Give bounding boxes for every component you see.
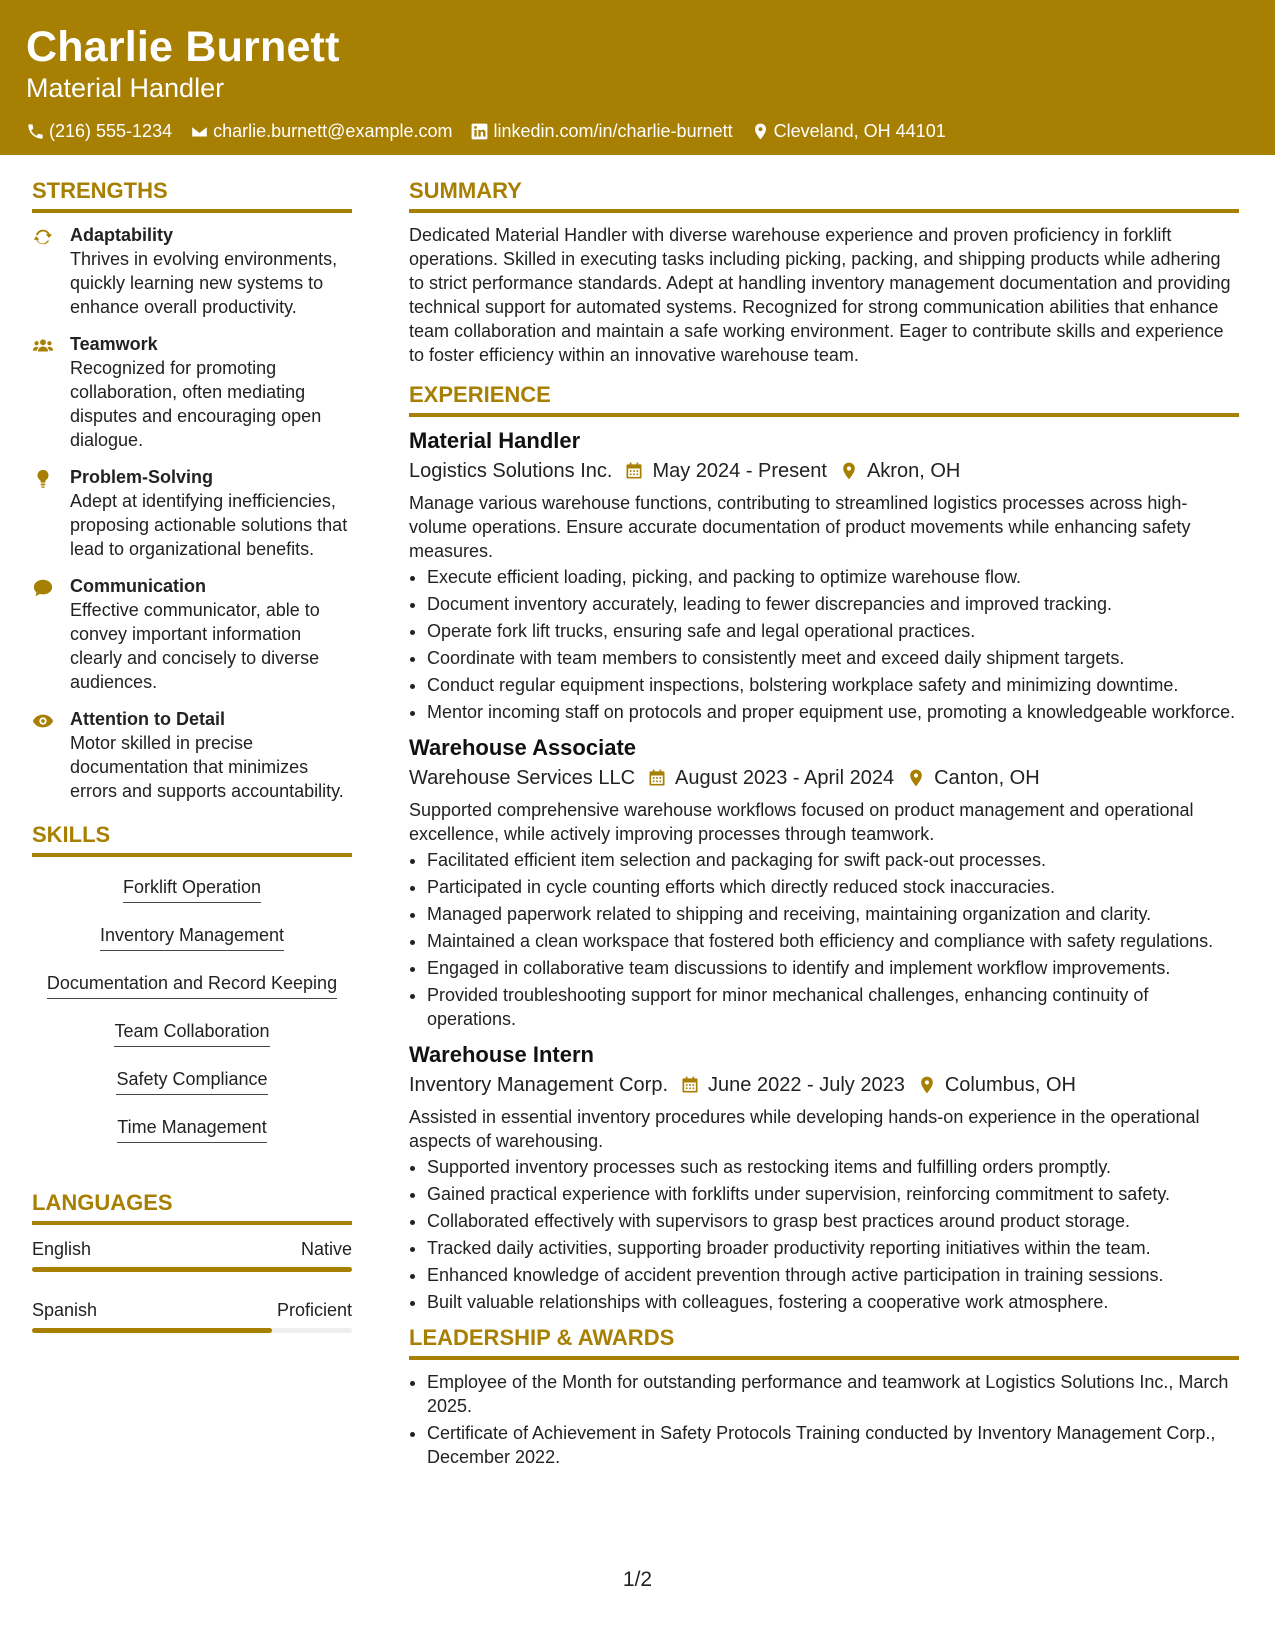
awards-list <box>409 1370 1239 1469</box>
strength-item <box>32 332 352 452</box>
sync-icon <box>32 226 54 248</box>
page-number: 1/2 <box>622 1568 653 1591</box>
location-pin-icon <box>839 461 859 481</box>
right-column <box>409 155 1239 1472</box>
contact-phone[interactable] <box>26 120 172 142</box>
job-title: Material Handler <box>409 428 581 453</box>
job-bullet: • Provided troubleshooting support for minor mechanical challenges, enhancing continuity of operations. <box>427 983 1239 1031</box>
envelope-icon <box>190 122 209 141</box>
job-location: Columbus, OH <box>944 1074 1076 1096</box>
contact-location <box>751 120 946 142</box>
strength-title: Communication <box>70 576 207 596</box>
skill-item: Safety Compliance <box>116 1067 267 1095</box>
job-company: Logistics Solutions Inc. <box>409 460 613 482</box>
candidate-name: Charlie Burnett <box>26 23 340 71</box>
job-bullet: • Collaborated effectively with supervisors to grasp best practices around product storage. <box>427 1209 1239 1233</box>
strength-title: Attention to Detail <box>70 709 225 729</box>
job-bullet: • Supported inventory processes such as restocking items and fulfilling orders promptly. <box>427 1155 1239 1179</box>
contact-linkedin[interactable] <box>470 120 732 142</box>
language-item <box>32 1298 352 1333</box>
job-bullets <box>409 848 1239 1031</box>
skill-item: Documentation and Record Keeping <box>47 971 337 999</box>
location-pin-icon <box>751 122 770 141</box>
job-bullet: • Mentor incoming staff on protocols and proper equipment use, promoting a knowledgeable workforce. <box>427 700 1239 724</box>
language-name: Spanish <box>32 1300 98 1320</box>
language-level: Native <box>300 1239 352 1259</box>
resume-body <box>0 155 1275 1472</box>
strength-item <box>32 223 352 319</box>
contact-location-text: Cleveland, OH 44101 <box>773 121 946 141</box>
contact-list <box>26 120 1249 142</box>
job-bullet: • Built valuable relationships with colleagues, fostering a cooperative work atmosphere. <box>427 1290 1239 1314</box>
job-bullet: • Document inventory accurately, leading to fewer discrepancies and improved tracking. <box>427 592 1239 616</box>
strength-desc: Adept at identifying inefficiencies, proposing actionable solutions that lead to organizational benefits. <box>70 491 348 559</box>
award-item: • Employee of the Month for outstanding performance and teamwork at Logistics Solutions Inc., March 2025. <box>427 1370 1239 1418</box>
strength-item <box>32 574 352 694</box>
job-dates: May 2024 - Present <box>652 460 827 482</box>
job-entry <box>409 1041 1239 1314</box>
linkedin-icon <box>470 122 489 141</box>
strengths-heading: STRENGTHS <box>32 177 352 213</box>
job-meta <box>409 764 1239 792</box>
strength-title: Problem-Solving <box>70 467 214 487</box>
skill-item: Team Collaboration <box>114 1019 269 1047</box>
calendar-icon <box>647 768 667 788</box>
awards-heading: LEADERSHIP & AWARDS <box>409 1324 1239 1360</box>
language-bar-fill <box>32 1267 352 1272</box>
experience-heading: EXPERIENCE <box>409 381 1239 417</box>
job-bullets <box>409 565 1239 724</box>
comment-icon <box>32 577 54 599</box>
job-bullet: • Facilitated efficient item selection and packaging for swift pack-out processes. <box>427 848 1239 872</box>
skill-item: Forklift Operation <box>123 875 261 903</box>
job-title: Warehouse Associate <box>409 735 637 760</box>
job-bullet: • Enhanced knowledge of accident prevention through active participation in training sessions. <box>427 1263 1239 1287</box>
job-bullet: • Tracked daily activities, supporting broader productivity reporting initiatives within the team. <box>427 1236 1239 1260</box>
strength-title: Teamwork <box>70 334 158 354</box>
lightbulb-icon <box>32 468 54 490</box>
strength-desc: Motor skilled in precise documentation that minimizes errors and supports accountability. <box>70 733 344 801</box>
job-location: Akron, OH <box>866 460 961 482</box>
job-bullets <box>409 1155 1239 1314</box>
strength-title: Adaptability <box>70 225 174 245</box>
language-bar <box>32 1328 352 1333</box>
contact-phone-text: (216) 555-1234 <box>49 121 173 141</box>
job-title: Warehouse Intern <box>409 1042 594 1067</box>
eye-icon <box>32 710 54 732</box>
strength-item <box>32 465 352 561</box>
job-entry <box>409 734 1239 1031</box>
languages-heading: LANGUAGES <box>32 1189 352 1225</box>
job-bullet: • Coordinate with team members to consistently meet and exceed daily shipment targets. <box>427 646 1239 670</box>
job-bullet: • Maintained a clean workspace that fostered both efficiency and compliance with safety regulations. <box>427 929 1239 953</box>
job-meta <box>409 1071 1239 1099</box>
candidate-title: Material Handler <box>26 73 225 103</box>
language-level: Proficient <box>276 1300 352 1320</box>
job-entry <box>409 427 1239 724</box>
strength-desc: Thrives in evolving environments, quickly learning new systems to enhance overall productivity. <box>70 249 338 317</box>
strength-desc: Effective communicator, able to convey important information clearly and concisely to diverse audiences. <box>70 600 320 692</box>
job-bullet: • Conduct regular equipment inspections, bolstering workplace safety and minimizing downtime. <box>427 673 1239 697</box>
language-name: English <box>32 1239 92 1259</box>
job-meta <box>409 457 1239 485</box>
strength-desc: Recognized for promoting collaboration, often mediating disputes and encouraging open dialogue. <box>70 358 322 450</box>
job-description: Supported comprehensive warehouse workflows focused on product management and operational excellence, while actively improving processes through teamwork. <box>409 800 1194 844</box>
contact-email[interactable] <box>190 120 452 142</box>
job-location: Canton, OH <box>934 767 1040 789</box>
job-description: Manage various warehouse functions, contributing to streamlined logistics processes across high-volume operations. Ensure accurate documentation of product movements while enhancing safety measures. <box>409 493 1191 561</box>
job-list <box>409 427 1239 1314</box>
summary-text: Dedicated Material Handler with diverse warehouse experience and proven proficiency in forklift operations. Skilled in executing tasks including picking, packing, and shipping products while adhering to strict performance standards. Adept at handling inventory management documentation and providing technical support for automated systems. Recognized for strong communication abilities that enhance team collaboration and maintain a safe working environment. Eager to contribute skills and experience to foster efficiency within an innovative warehouse team. <box>409 225 1231 365</box>
language-item <box>32 1237 352 1272</box>
contact-linkedin-text: linkedin.com/in/charlie-burnett <box>493 121 733 141</box>
job-bullet: • Participated in cycle counting efforts which directly reduced stock inaccuracies. <box>427 875 1239 899</box>
award-item: • Certificate of Achievement in Safety Protocols Training conducted by Inventory Management Corp., December 2022. <box>427 1421 1239 1469</box>
users-icon <box>32 335 54 357</box>
language-bar <box>32 1267 352 1272</box>
job-bullet: • Managed paperwork related to shipping and receiving, maintaining organization and clarity. <box>427 902 1239 926</box>
job-company: Warehouse Services LLC <box>409 767 636 789</box>
contact-email-text: charlie.burnett@example.com <box>213 121 453 141</box>
job-dates: August 2023 - April 2024 <box>675 767 895 789</box>
location-pin-icon <box>917 1075 937 1095</box>
job-bullet: • Operate fork lift trucks, ensuring safe and legal operational practices. <box>427 619 1239 643</box>
summary-heading: SUMMARY <box>409 177 1239 213</box>
resume-header <box>0 0 1275 155</box>
job-description: Assisted in essential inventory procedures while developing hands-on experience in the operational aspects of warehousing. <box>409 1107 1200 1151</box>
job-bullet: • Engaged in collaborative team discussions to identify and implement workflow improvements. <box>427 956 1239 980</box>
job-company: Inventory Management Corp. <box>409 1074 669 1096</box>
job-bullet: • Gained practical experience with forklifts under supervision, reinforcing commitment to safety. <box>427 1182 1239 1206</box>
skills-list <box>32 867 352 1155</box>
job-bullet: • Execute efficient loading, picking, and packing to optimize warehouse flow. <box>427 565 1239 589</box>
phone-icon <box>26 122 45 141</box>
skills-heading: SKILLS <box>32 821 352 857</box>
calendar-icon <box>624 461 644 481</box>
skill-item: Time Management <box>117 1115 266 1143</box>
calendar-icon <box>680 1075 700 1095</box>
language-bar-fill <box>32 1328 272 1333</box>
strength-item <box>32 707 352 803</box>
job-dates: June 2022 - July 2023 <box>708 1074 905 1096</box>
skill-item: Inventory Management <box>100 923 284 951</box>
left-column <box>32 155 352 1472</box>
location-pin-icon <box>906 768 926 788</box>
